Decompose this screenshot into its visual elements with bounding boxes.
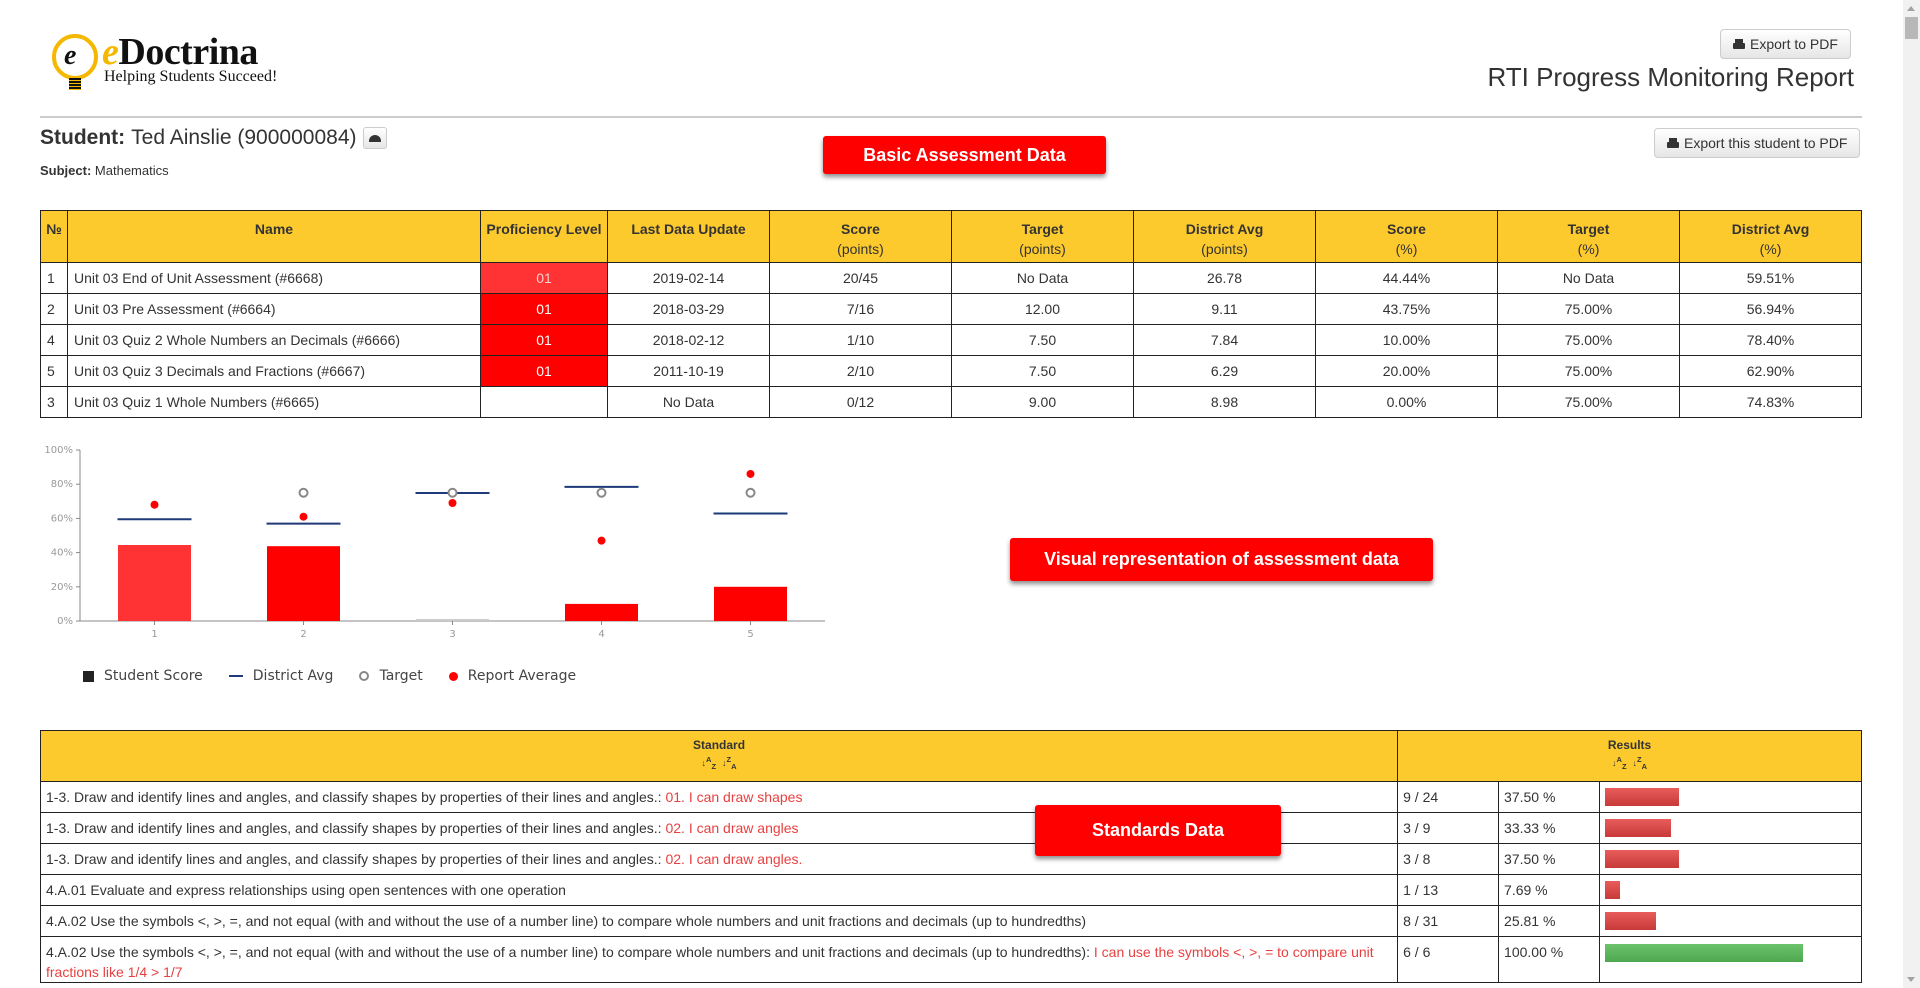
standard-text: 4.A.02 Use the symbols <, >, =, and not equal (with and without the use of a number line) to compare whole numbers and unit fractions and decimals (up to hundredths): I can use the symbols <, >, = to compare unit fractions like 1/4 > 1/7 <box>41 937 1398 983</box>
standard-pct: 100.00 % <box>1499 937 1600 983</box>
proficiency-badge: 01 <box>481 294 608 325</box>
col-district-pct: District Avg (%) <box>1680 211 1862 263</box>
svg-text:100%: 100% <box>44 445 73 456</box>
standard-result-bar-cell <box>1600 906 1862 937</box>
printer-icon <box>1667 138 1679 149</box>
sort-asc-icon[interactable]: ↓$^A_Z$ <box>1612 755 1627 771</box>
square-icon <box>83 671 94 682</box>
callout-standards-data: Standards Data <box>1035 805 1281 856</box>
logo-wordmark: eDoctrina <box>102 31 258 73</box>
subject-value: Mathematics <box>94 163 169 178</box>
scroll-down-icon[interactable] <box>1907 977 1915 982</box>
legend-target[interactable]: Target <box>359 668 422 684</box>
standard-score: 3 / 8 <box>1398 844 1499 875</box>
export-pdf-button[interactable]: Export to PDF <box>1720 29 1851 59</box>
proficiency-badge: 01 <box>481 263 608 294</box>
assessment-chart <box>40 440 840 700</box>
standard-text: 1-3. Draw and identify lines and angles, and classify shapes by properties of their lines and angles.: 02. I can draw angles. <box>41 844 1398 875</box>
table-row: 1 Unit 03 End of Unit Assessment (#6668) 01 2019-02-14 20/45 No Data 26.78 44.44% No Data 59.51% <box>41 263 1862 294</box>
result-bar <box>1605 944 1803 962</box>
result-bar <box>1605 788 1679 806</box>
table-row: 4 Unit 03 Quiz 2 Whole Numbers an Decimals (#6666) 01 2018-02-12 1/10 7.50 7.84 10.00% 75.00% 78.40% <box>41 325 1862 356</box>
svg-text:4: 4 <box>598 629 605 640</box>
result-bar <box>1605 819 1671 837</box>
svg-text:80%: 80% <box>50 479 73 491</box>
standard-text: 4.A.02 Use the symbols <, >, =, and not equal (with and without the use of a number line) to compare whole numbers and unit fractions and decimals (up to hundredths) <box>41 906 1398 937</box>
standard-text: 1-3. Draw and identify lines and angles, and classify shapes by properties of their lines and angles.: 02. I can draw angles <box>41 813 1398 844</box>
standard-target-link[interactable]: 01. I can draw shapes <box>665 789 803 805</box>
svg-text:60%: 60% <box>50 513 73 525</box>
bulb-base-icon <box>69 78 81 90</box>
result-bar <box>1605 912 1656 930</box>
standard-pct: 37.50 % <box>1499 844 1600 875</box>
col-results: Results ↓$^A_Z$ ↓$^Z_A$ <box>1398 731 1862 782</box>
table-row: 3 Unit 03 Quiz 1 Whole Numbers (#6665) No Data 0/12 9.00 8.98 0.00% 75.00% 74.83% <box>41 387 1862 418</box>
standard-result-bar-cell <box>1600 844 1862 875</box>
col-standard: Standard ↓$^A_Z$ ↓$^Z_A$ <box>41 731 1398 782</box>
callout-basic-assessment: Basic Assessment Data <box>823 136 1106 174</box>
standard-result-bar-cell <box>1600 875 1862 906</box>
table-row <box>41 782 1862 813</box>
standard-pct: 25.81 % <box>1499 906 1600 937</box>
proficiency-badge: 01 <box>481 356 608 387</box>
header-divider <box>40 116 1862 118</box>
proficiency-badge <box>481 387 608 418</box>
dashboard-gauge-icon <box>369 135 381 142</box>
dashboard-button[interactable] <box>363 127 387 149</box>
table-row: 5 Unit 03 Quiz 3 Decimals and Fractions (#6667) 01 2011-10-19 2/10 7.50 6.29 20.00% 75.00% 62.90% <box>41 356 1862 387</box>
table-row <box>41 813 1862 844</box>
red-dot-icon <box>449 672 458 681</box>
chart-legend <box>83 668 602 684</box>
table-row <box>41 875 1862 906</box>
standard-pct: 37.50 % <box>1499 782 1600 813</box>
col-target-pct: Target (%) <box>1498 211 1680 263</box>
standard-target-link[interactable]: 02. I can draw angles <box>665 820 799 836</box>
sort-desc-icon[interactable]: ↓$^Z_A$ <box>1632 755 1648 771</box>
scroll-up-icon[interactable] <box>1907 6 1915 11</box>
standard-score: 6 / 6 <box>1398 937 1499 983</box>
chart-plot <box>40 440 840 650</box>
export-student-pdf-button[interactable]: Export this student to PDF <box>1654 128 1860 158</box>
sort-asc-icon[interactable]: ↓$^A_Z$ <box>701 755 717 771</box>
assessment-name: Unit 03 End of Unit Assessment (#6668) <box>68 263 481 294</box>
assessment-header-row <box>41 211 1862 263</box>
legend-district-avg[interactable]: District Avg <box>229 668 334 684</box>
student-heading: Student: Ted Ainslie (900000084) <box>40 126 387 150</box>
table-row <box>41 844 1862 875</box>
svg-text:3: 3 <box>449 629 456 640</box>
printer-icon <box>1733 39 1745 50</box>
standard-target-link[interactable]: 02. I can draw angles. <box>665 851 803 867</box>
table-row <box>41 937 1862 983</box>
svg-text:20%: 20% <box>50 581 73 593</box>
col-number: № <box>41 211 68 263</box>
callout-visual-representation: Visual representation of assessment data <box>1010 538 1433 581</box>
col-target-points: Target (points) <box>952 211 1134 263</box>
assessment-name: Unit 03 Quiz 3 Decimals and Fractions (#6667) <box>68 356 481 387</box>
legend-report-average[interactable]: Report Average <box>449 668 576 684</box>
col-last-update: Last Data Update <box>608 211 770 263</box>
assessment-name: Unit 03 Quiz 2 Whole Numbers an Decimals (#6666) <box>68 325 481 356</box>
scrollbar-thumb[interactable] <box>1905 17 1918 39</box>
standard-text: 4.A.01 Evaluate and express relationships using open sentences with one operation <box>41 875 1398 906</box>
logo-tagline: Helping Students Succeed! <box>104 68 278 85</box>
sort-desc-icon[interactable]: ↓$^Z_A$ <box>722 755 737 771</box>
col-score-pct: Score (%) <box>1316 211 1498 263</box>
edoctrina-logo[interactable] <box>52 30 312 90</box>
svg-text:0%: 0% <box>57 616 73 627</box>
legend-student-score[interactable]: Student Score <box>83 668 203 684</box>
hollow-circle-icon <box>359 671 369 681</box>
standard-score: 9 / 24 <box>1398 782 1499 813</box>
standard-score: 8 / 31 <box>1398 906 1499 937</box>
standard-result-bar-cell <box>1600 937 1862 983</box>
standard-result-bar-cell <box>1600 782 1862 813</box>
line-icon <box>229 675 243 677</box>
standards-table <box>40 730 1862 983</box>
assessment-name: Unit 03 Quiz 1 Whole Numbers (#6665) <box>68 387 481 418</box>
standard-target-link[interactable]: I can use the symbols <, >, = to compare unit fractions like 1/4 > 1/7 <box>46 944 1374 980</box>
page-scrollbar[interactable] <box>1903 0 1920 988</box>
proficiency-badge: 01 <box>481 325 608 356</box>
standard-score: 1 / 13 <box>1398 875 1499 906</box>
standard-pct: 7.69 % <box>1499 875 1600 906</box>
lightbulb-icon: e <box>52 34 98 80</box>
report-title: RTI Progress Monitoring Report <box>1487 62 1854 92</box>
svg-text:2: 2 <box>300 629 307 640</box>
standard-pct: 33.33 % <box>1499 813 1600 844</box>
col-proficiency: Proficiency Level <box>481 211 608 263</box>
standard-score: 3 / 9 <box>1398 813 1499 844</box>
col-score-points: Score (points) <box>770 211 952 263</box>
standard-text: 1-3. Draw and identify lines and angles, and classify shapes by properties of their lines and angles.: 01. I can draw shapes <box>41 782 1398 813</box>
standards-header-row <box>41 731 1862 782</box>
standard-result-bar-cell <box>1600 813 1862 844</box>
col-district-points: District Avg (points) <box>1134 211 1316 263</box>
col-name: Name <box>68 211 481 263</box>
student-name: Ted Ainslie (900000084) <box>131 126 357 149</box>
table-row <box>41 906 1862 937</box>
table-row: 2 Unit 03 Pre Assessment (#6664) 01 2018-03-29 7/16 12.00 9.11 43.75% 75.00% 56.94% <box>41 294 1862 325</box>
assessment-table <box>40 210 1862 418</box>
result-bar <box>1605 850 1679 868</box>
svg-text:1: 1 <box>151 629 158 640</box>
result-bar <box>1605 881 1620 899</box>
assessment-name: Unit 03 Pre Assessment (#6664) <box>68 294 481 325</box>
svg-text:5: 5 <box>747 629 754 640</box>
svg-text:40%: 40% <box>50 547 73 559</box>
subject-line: Subject: Mathematics <box>40 163 169 178</box>
